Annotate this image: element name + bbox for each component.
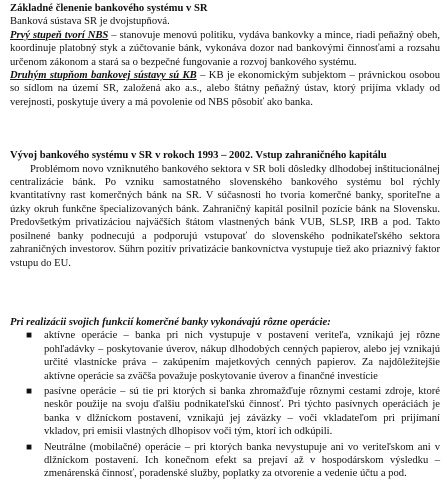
- list-item-text: Neutrálne (mobilačné) operácie – pri ktorých banka nevystupuje ani vo veriteľskom ani v dlžníckom postavení. Ich konečnom efekt sa prejaví až v hospodárskom výsledku – zmenárenská činnosť, poradenské služby, poplatky za otvorenie a vedenie účtu a pod.: [44, 441, 440, 480]
- list-item-passive-operations: [26, 385, 440, 439]
- square-bullet-icon: ■: [26, 441, 33, 453]
- list-item-active-operations: [26, 329, 440, 383]
- list-item-text: aktívne operácie – banka pri nich vystupuje v postavení veriteľa, vznikajú jej rôzne pohľadávky – poskytovanie úverov, nákup dlhodobých cenných papierov, alebo jej vznikajú určité vlastnícke práva – zakúpením majetkových cenných papierov. Za najdôležitejšie aktívne operácie sa zväčša považuje poskytovanie úverov a finančné investície: [44, 330, 440, 382]
- operations-list: [10, 329, 440, 480]
- square-bullet-icon: ■: [26, 385, 33, 397]
- document-page: [10, 2, 440, 483]
- tier1-label: Prvý stupeň tvorí NBS: [10, 29, 109, 41]
- two-tier-statement: Banková sústava SR je dvojstupňová.: [10, 16, 170, 28]
- square-bullet-icon: ■: [26, 330, 33, 342]
- section-heading-structure: Základné členenie bankového systému v SR: [10, 3, 208, 14]
- tier2-label: Druhým stupňom bankovej sústavy sú KB: [10, 70, 197, 82]
- list-item-text: pasívne operácie – sú tie pri ktorých si banka zhromažďuje rôznymi cestami zdroje, ktoré neskôr použije na svoju ďalšiu podnikateľskú činnosť. Pri týchto pasívnych operáciách je banka v dlžníckom postavení, vznikajú jej záväzky – voči vkladateľom pri prijímaní vkladov, pri emisii vlastných dlhopisov voči tým, ktorí ich odkúpili.: [44, 385, 440, 438]
- spacer: [10, 270, 440, 316]
- list-item-neutral-operations: [26, 441, 440, 481]
- development-paragraph: Problémom novo vzniknutého bankového sektora v SR boli dôsledky dlhodobej inštitucionálnej centralizácie bánk. Po vzniku samostatného slovenského bankového systému bol rýchly kvantitatívny rast komerčných bánk na SR. V súčasnosti ho tvoria komerčné banky, sporiteľne a úzky okruh funkčne špecializovaných bánk. Zahraničný kapitál posilnil pozície bánk na Slovensku. Predovšetkým privatizáciou najväčších štátom vlastnených bánk VUB, SLSP, IRB a pod. Takto posilnené banky podnecujú a podporujú vstupovať do slovenského podnikateľského sektora zahraničných investorov. Sührn pozitív privatizácie bankovníctva vystupuje tiež ako priaznivý faktor vstupu do EU.: [10, 163, 440, 269]
- tier2-text: – KB je ekonomickým subjektom – právnickou osobou so sídlom na území SR, založená ako a.s., alebo štátny peňažný ústav, ktorý prijíma vklady od verejnosti, poskytuje úvery a má povolenie od NBS pôsobiť ako banka.: [10, 70, 441, 108]
- spacer: [10, 109, 440, 149]
- tier1-paragraph: [10, 29, 440, 69]
- tier1-text: – stanovuje menovú politiku, vydáva bankovky a mince, riadi peňažný obeh, koordinuje platobný styk a zúčtovanie bánk, vykonáva dozor nad bankovými činnosťami a rozsahu určenom zákonom a stará sa o bezpečné fungovanie a rozvoj bankového systému.: [10, 29, 440, 68]
- section-heading-operations: Pri realizácii svojich funkcií komerčné banky vykonávajú rôzne operácie:: [10, 316, 331, 328]
- tier2-paragraph: [10, 69, 440, 109]
- section-heading-development: Vývoj bankového systému v SR v rokoch 1993 – 2002. Vstup zahraničného kapitálu: [10, 150, 387, 162]
